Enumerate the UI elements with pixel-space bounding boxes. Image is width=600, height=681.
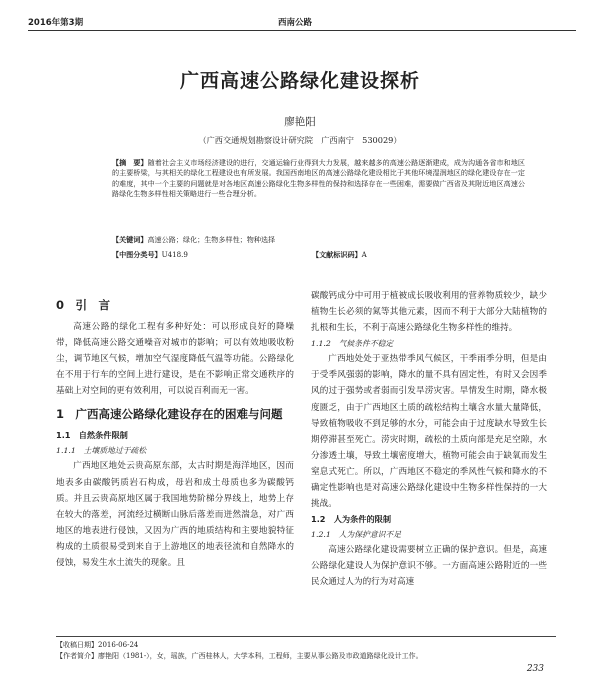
footnote <box>56 636 556 662</box>
section-heading-1: 1 广西高速公路绿化建设存在的困难与问题 <box>56 407 283 422</box>
keywords-label: 【关键词】 <box>112 235 148 244</box>
intro-paragraph: 高速公路的绿化工程有多种好处：可以形成良好的降噪带，降低高速公路交通噪音对城市的影响；可以有效地吸收粉尘，调节地区气候，增加空气湿度降低气温等功能。公路绿化在不用于行车的空间上进行建设，是在不影响正常交通秩序的基础上对空间的更有效利用，可以说百利而无一害。 <box>56 322 294 397</box>
doc-code-label: 【文献标识码】 <box>312 250 362 259</box>
abstract-label: 【摘 要】 <box>112 158 148 167</box>
subsection-heading-1-2: 1.2 人为条件的限制 <box>311 514 392 525</box>
paragraph-climate: 广西地处处于亚热带季风气候区，干季雨季分明，但是由于受季风强弱的影响，降水的量不具有固定性，有时又会因季风的过于强势或者弱而引发旱涝灾害。旱情发生时期，降水极度匮乏，由于广西地区土质的疏松结构土壤含水量大量降低，导致植物吸收不到足够的水分，可能会由于过度缺水导致生长期停滞甚至死亡。涝灾时期，疏松的土质向部是充足空隙，水分渗透土壤，导致土壤密度增大，植物可能会由于缺氧而发生窒息式死亡。所以，广西地区不稳定的季风性气候和降水的不确定性影响也是对高速公路绿化建设中生物多样性保持的一大挑战。 <box>311 354 547 510</box>
classification-line <box>112 250 525 260</box>
paragraph-soil: 广西地区地处云贵高原东部，太古时期是海洋地区，因而地表多由碳酸钙质岩石构成，母岩和成土母质也多为碳酸钙质。并且云贵高原地区属于我国地势阶梯分界线上，地势上存在较大的落差，河流经过横断山脉后落差而迸然湍急，对广西地区的地表进行侵蚀，又因为广西的地质结构和主要地貌特征构成的土质很易受到来自于上游地区的地表径流和自然降水的侵蚀，易发生水土流失的现象。且 <box>56 461 294 569</box>
abstract-text: 随着社会主义市场经济建设的进行，交通运输行业得到大力发展，越来越多的高速公路逐渐建成，成为沟通各省市和地区的主要桥梁，与其相关的绿化工程建设也有所发展。我国西南地区的高速公路绿化建设相比于其他环境湿润地区的绿化建设存在一定的难度，其中一个主要的问题就是对各地区高速公路绿化生物多样性的保持和选择存在一些困难，需要做广西省及其附近地区高速公路绿化生物多样性相关策略进行一些合理分析。 <box>112 158 525 199</box>
right-column <box>311 288 547 591</box>
received-date: 【收稿日期】2016-06-24 <box>56 641 139 649</box>
subsection-heading-1-1-2: 1.1.2 气候条件不稳定 <box>311 339 394 349</box>
subsection-heading-1-1: 1.1 自然条件限制 <box>56 430 128 441</box>
section-heading-intro: 0 引 言 <box>56 298 111 312</box>
author-bio: 【作者简介】廖艳阳（1981-），女，瑶族，广西桂林人，大学本科，工程师，主要从事公路及市政道路绿化设计工作。 <box>56 652 423 660</box>
journal-name: 西南公路 <box>278 18 313 28</box>
page-number: 233 <box>526 664 544 674</box>
article-title: 广西高速公路绿化建设探析 <box>179 70 420 92</box>
subsection-heading-1-2-1: 1.2.1 人为保护意识不足 <box>311 530 402 540</box>
abstract <box>112 158 525 200</box>
clc-label: 【中图分类号】 <box>112 250 162 259</box>
keywords-text: 高速公路；绿化；生物多样性；物种选择 <box>147 235 276 244</box>
keywords <box>112 235 525 245</box>
clc-value: U418.9 <box>161 250 188 259</box>
paragraph-awareness: 高速公路绿化建设需要树立正确的保护意识。但是，高速公路绿化建设人为保护意识不够。一方面高速公路附近的一些民众通过人为的行为对高速 <box>311 545 547 588</box>
doc-code-value: A <box>361 250 367 259</box>
paragraph-continued: 碳酸钙成分中可用于植被成长吸收利用的营养物质较少，缺少植物生长必须的氮等其他元素，因而不利于大部分大陆植物的扎根和生长，不利于高速公路绿化生物多样性的维持。 <box>311 291 547 334</box>
running-header <box>28 14 576 31</box>
author-name: 廖艳阳 <box>284 116 316 128</box>
issue-label: 2016年第3期 <box>28 18 84 28</box>
doc-code <box>312 250 367 260</box>
author-affiliation: （广西交通规划勘察设计研究院 广西南宁 530029） <box>198 135 402 145</box>
subsection-heading-1-1-1: 1.1.1 土壤质地过于疏松 <box>56 446 147 456</box>
left-column <box>56 290 294 571</box>
